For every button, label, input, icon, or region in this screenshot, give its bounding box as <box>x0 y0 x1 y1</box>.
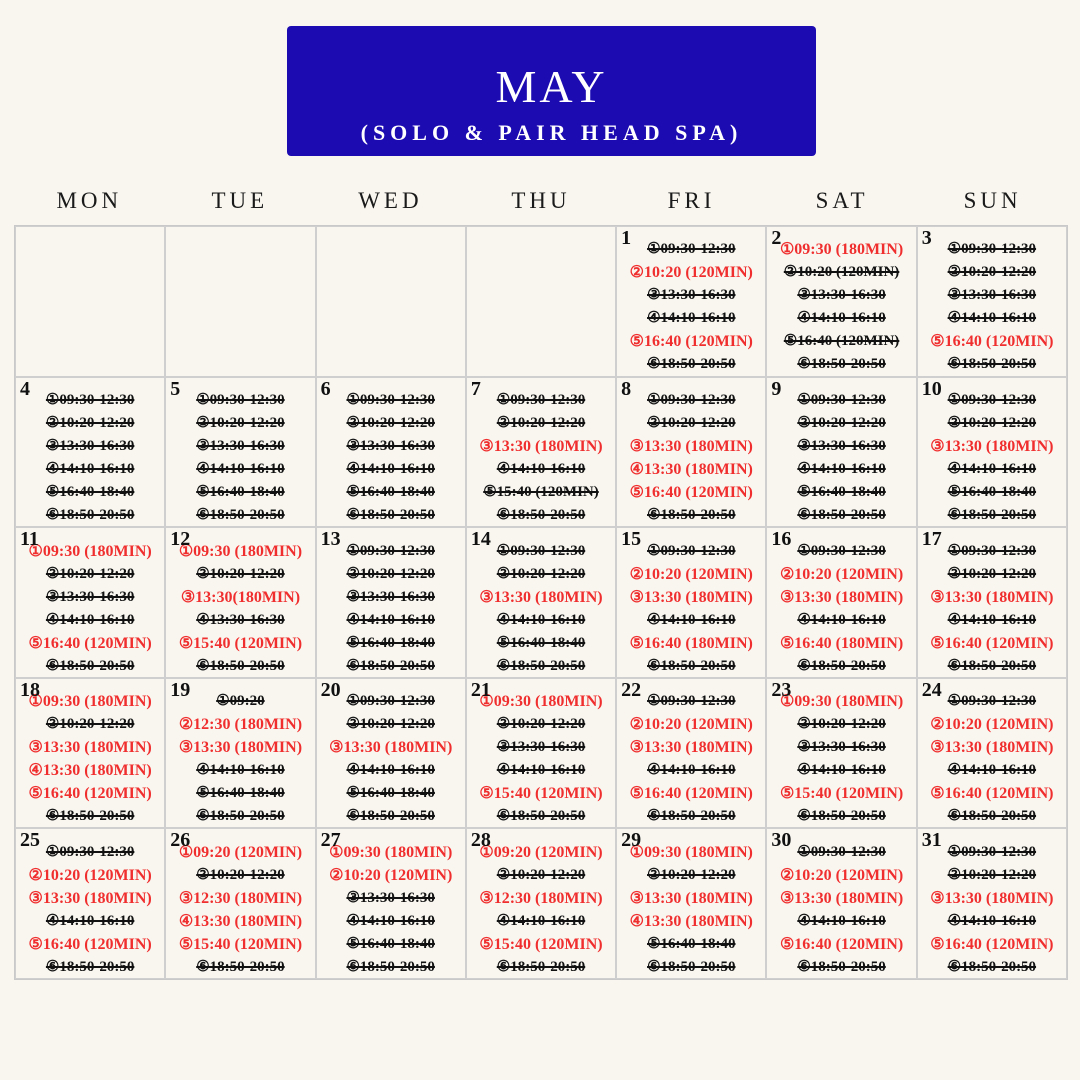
day-number: 17 <box>921 528 942 551</box>
booked-slot: ③13:30-16:30 <box>346 437 435 454</box>
day-cell <box>15 678 165 829</box>
booked-slot: ③13:30-16:30 <box>346 889 435 906</box>
booked-slot: ⑥18:50-20:50 <box>346 958 435 975</box>
available-slot: ③13:30 (180MIN) <box>930 588 1054 606</box>
booked-slot: ④14:10-16:10 <box>45 611 135 628</box>
slot-list <box>617 540 765 677</box>
available-slot: ⑤15:40 (120MIN) <box>479 785 603 803</box>
booked-slot: ④13:30-16:30 <box>196 611 285 628</box>
slot-list <box>16 691 164 828</box>
booked-slot: ①09:30-12:30 <box>797 542 886 559</box>
booked-slot: ⑥18:50-20:50 <box>346 808 435 825</box>
day-number: 14 <box>470 528 491 551</box>
available-slot: ①09:30 (180MIN) <box>28 542 152 560</box>
day-cell <box>766 527 916 678</box>
booked-slot: ①09:30-12:30 <box>647 391 736 408</box>
booked-slot: ①09:30-12:30 <box>947 391 1037 408</box>
available-slot: ①09:30 (180MIN) <box>779 241 904 259</box>
day-cell <box>165 377 315 528</box>
day-number: 15 <box>621 528 642 551</box>
booked-slot: ②10:20-12:20 <box>797 716 886 733</box>
booked-slot: ⑥18:50-20:50 <box>196 958 285 975</box>
weekday-tue: TUE <box>211 188 269 213</box>
booked-slot: ②10:20-12:20 <box>947 414 1037 431</box>
day-number: 12 <box>170 528 191 551</box>
booked-slot: ②10:20-12:20 <box>45 414 135 431</box>
available-slot: ③13:30 (180MIN) <box>629 739 753 757</box>
booked-slot: ⑥18:50-20:50 <box>647 356 736 373</box>
available-slot: ①09:20 (120MIN) <box>479 843 603 861</box>
day-number: 25 <box>20 829 40 852</box>
day-cell <box>466 377 616 528</box>
booked-slot: ⑤16:40-18:40 <box>496 634 586 651</box>
booked-slot: ⑤16:40-18:40 <box>45 483 135 500</box>
booked-slot: ⑥18:50-20:50 <box>797 657 886 674</box>
available-slot: ②10:20 (120MIN) <box>930 716 1054 734</box>
available-slot: ⑤16:40 (120MIN) <box>930 935 1054 953</box>
slot-list <box>767 540 915 677</box>
booked-slot: ④14:10-16:10 <box>797 611 886 628</box>
available-slot: ⑤16:40 (120MIN) <box>629 333 753 351</box>
day-cell <box>917 678 1067 829</box>
slot-list <box>317 540 465 677</box>
available-slot: ③13:30 (180MIN) <box>930 889 1054 907</box>
schedule-subtitle: (SOLO & PAIR HEAD SPA) <box>360 120 743 145</box>
booked-slot: ④14:10-16:10 <box>196 762 285 779</box>
slot-list <box>467 691 615 828</box>
booked-slot: ③13:30-16:30 <box>797 739 886 756</box>
booked-slot: ④14:10-16:10 <box>496 460 586 477</box>
available-slot: ②10:20 (120MIN) <box>28 866 152 884</box>
booked-slot: ⑤16:40-18:40 <box>797 483 886 500</box>
slot-list <box>16 390 164 527</box>
booked-slot: ①09:30-12:30 <box>797 843 886 860</box>
booked-slot: ①09:30-12:30 <box>947 693 1037 710</box>
available-slot: ⑤16:40 (120MIN) <box>930 785 1054 803</box>
slot-list <box>767 390 915 527</box>
day-number: 23 <box>771 678 792 701</box>
booked-slot: ①09:30-12:30 <box>346 542 435 559</box>
available-slot: ②10:20 (120MIN) <box>779 565 904 583</box>
day-number: 18 <box>20 678 40 701</box>
booked-slot: ③13:30-16:30 <box>45 437 135 454</box>
booked-slot: ④14:10-16:10 <box>947 460 1037 477</box>
day-cell <box>616 678 766 829</box>
booked-slot: ②10:20-12:20 <box>496 565 586 582</box>
available-slot: ①09:30 (180MIN) <box>178 542 303 560</box>
day-number: 8 <box>621 377 632 400</box>
day-number: 30 <box>771 829 792 852</box>
booked-slot: ③13:30-16:30 <box>947 287 1037 304</box>
booked-slot: ②10:20-12:20 <box>196 565 285 582</box>
day-number: 5 <box>170 377 181 400</box>
available-slot: ①09:30 (180MIN) <box>329 843 453 861</box>
day-cell <box>616 377 766 528</box>
day-cell <box>917 828 1067 979</box>
booked-slot: ①09:30-12:30 <box>346 391 435 408</box>
booked-slot: ⑥18:50-20:50 <box>797 958 886 975</box>
booked-slot: ⑥18:50-20:50 <box>45 958 135 975</box>
day-number: 3 <box>921 227 932 249</box>
day-number: 26 <box>170 829 191 852</box>
booked-slot: ⑥18:50-20:50 <box>496 808 586 825</box>
day-number: 4 <box>20 377 30 400</box>
booked-slot: ⑥18:50-20:50 <box>947 356 1037 373</box>
available-slot: ③13:30(180MIN) <box>180 588 301 606</box>
booked-slot: ⑤16:40 (120MIN) <box>783 333 900 350</box>
available-slot: ④13:30 (180MIN) <box>629 460 753 478</box>
available-slot: ①09:30 (180MIN) <box>479 693 603 711</box>
day-number: 20 <box>320 678 341 701</box>
day-number: 9 <box>771 377 782 400</box>
booked-slot: ④14:10-16:10 <box>45 912 135 929</box>
available-slot: ①09:30 (180MIN) <box>779 693 904 711</box>
booked-slot: ⑥18:50-20:50 <box>647 958 736 975</box>
available-slot: ③13:30 (180MIN) <box>479 437 603 455</box>
booked-slot: ②10:20-12:20 <box>947 565 1037 582</box>
booked-slot: ③13:30-16:30 <box>45 588 135 605</box>
day-number: 1 <box>621 227 632 249</box>
booked-slot: ①09:30-12:30 <box>647 693 736 710</box>
booked-slot: ⑥18:50-20:50 <box>947 657 1037 674</box>
slot-list <box>467 390 615 527</box>
empty-day-cell <box>316 226 466 377</box>
booked-slot: ②10:20-12:20 <box>346 565 435 582</box>
slot-list <box>317 390 465 527</box>
day-number: 7 <box>470 377 481 400</box>
day-number: 21 <box>470 678 491 701</box>
day-number: 6 <box>320 377 331 400</box>
booked-slot: ②10:20-12:20 <box>496 866 586 883</box>
weekday-sun: SUN <box>963 188 1022 213</box>
slot-list <box>467 540 615 677</box>
booked-slot: ④14:10-16:10 <box>797 310 886 327</box>
available-slot: ⑤16:40 (120MIN) <box>28 935 152 953</box>
booked-slot: ⑥18:50-20:50 <box>797 808 886 825</box>
available-slot: ③13:30 (180MIN) <box>479 588 603 606</box>
available-slot: ②10:20 (120MIN) <box>629 716 753 734</box>
booked-slot: ④14:10-16:10 <box>797 460 886 477</box>
booked-slot: ⑤16:40-18:40 <box>346 634 435 651</box>
booked-slot: ⑥18:50-20:50 <box>797 356 886 373</box>
day-cell <box>616 226 766 377</box>
day-cell <box>766 226 916 377</box>
available-slot: ⑤16:40 (120MIN) <box>28 785 152 803</box>
slot-list <box>317 841 465 978</box>
slot-list <box>918 390 1066 527</box>
booked-slot: ④14:10-16:10 <box>196 460 285 477</box>
slot-list <box>617 390 765 527</box>
booked-slot: ④14:10-16:10 <box>346 762 435 779</box>
available-slot: ①09:30 (180MIN) <box>629 843 753 861</box>
booked-slot: ③13:30-16:30 <box>196 437 285 454</box>
available-slot: ③13:30 (180MIN) <box>629 588 753 606</box>
slot-list <box>918 691 1066 828</box>
booked-slot: ②10:20-12:20 <box>196 414 285 431</box>
day-cell <box>466 678 616 829</box>
available-slot: ③13:30 (180MIN) <box>28 739 152 757</box>
day-cell <box>917 377 1067 528</box>
slot-list <box>317 691 465 828</box>
booked-slot: ⑥18:50-20:50 <box>947 808 1037 825</box>
available-slot: ⑤15:40 (120MIN) <box>479 935 603 953</box>
available-slot: ②10:20 (120MIN) <box>329 866 453 884</box>
available-slot: ⑤16:40 (120MIN) <box>629 785 753 803</box>
booked-slot: ④14:10-16:10 <box>647 310 736 327</box>
booked-slot: ②10:20-12:20 <box>647 414 736 431</box>
slot-list <box>166 390 314 527</box>
slot-list <box>767 239 915 376</box>
day-number: 24 <box>921 678 942 701</box>
booked-slot: ②10:20-12:20 <box>496 716 586 733</box>
booked-slot: ⑤16:40-18:40 <box>196 483 285 500</box>
booked-slot: ④14:10-16:10 <box>346 912 435 929</box>
booked-slot: ①09:30-12:30 <box>947 843 1037 860</box>
booked-slot: ⑥18:50-20:50 <box>496 657 586 674</box>
day-cell <box>917 226 1067 377</box>
day-number: 29 <box>621 829 642 852</box>
weekday-mon: MON <box>56 188 123 213</box>
available-slot: ⑤16:40 (180MIN) <box>779 634 904 652</box>
booked-slot: ④14:10-16:10 <box>947 611 1037 628</box>
weekday-header <box>14 188 1068 218</box>
slot-list <box>918 239 1066 376</box>
available-slot: ③13:30 (180MIN) <box>329 739 453 757</box>
day-number: 10 <box>921 377 942 400</box>
slot-list <box>166 841 314 978</box>
day-number: 31 <box>921 829 942 852</box>
available-slot: ⑤16:40 (120MIN) <box>930 333 1054 351</box>
slot-list <box>467 841 615 978</box>
booked-slot: ⑤16:40-18:40 <box>346 785 435 802</box>
day-cell <box>165 527 315 678</box>
booked-slot: ⑥18:50-20:50 <box>947 506 1037 523</box>
day-number: 16 <box>771 528 792 551</box>
slot-list <box>16 841 164 978</box>
booked-slot: ⑥18:50-20:50 <box>647 808 736 825</box>
booked-slot: ③13:30-16:30 <box>797 287 886 304</box>
month-title: MAY <box>495 61 608 112</box>
booked-slot: ⑥18:50-20:50 <box>797 506 886 523</box>
slot-list <box>617 841 765 978</box>
booked-slot: ②10:20-12:20 <box>346 716 435 733</box>
booked-slot: ⑥18:50-20:50 <box>496 958 586 975</box>
booked-slot: ④14:10-16:10 <box>496 912 586 929</box>
booked-slot: ⑤16:40-18:40 <box>947 483 1037 500</box>
slot-list <box>767 841 915 978</box>
available-slot: ②10:20 (120MIN) <box>629 565 753 583</box>
booked-slot: ⑥18:50-20:50 <box>45 657 135 674</box>
available-slot: ③12:30 (180MIN) <box>178 889 303 907</box>
booked-slot: ④14:10-16:10 <box>45 460 135 477</box>
empty-day-cell <box>15 226 165 377</box>
weekday-wed: WED <box>358 188 423 213</box>
available-slot: ③13:30 (180MIN) <box>28 889 152 907</box>
available-slot: ⑤16:40 (120MIN) <box>930 634 1054 652</box>
slot-list <box>16 540 164 677</box>
booked-slot: ③13:30-16:30 <box>496 739 586 756</box>
day-number: 19 <box>170 678 191 701</box>
available-slot: ⑤15:40 (120MIN) <box>178 935 303 953</box>
available-slot: ③13:30 (180MIN) <box>779 889 904 907</box>
day-cell <box>917 527 1067 678</box>
weekday-thu: THU <box>511 188 571 213</box>
booked-slot: ①09:30-12:30 <box>346 693 435 710</box>
booked-slot: ⑥18:50-20:50 <box>196 506 285 523</box>
booked-slot: ①09:30-12:30 <box>496 542 586 559</box>
day-cell <box>316 527 466 678</box>
booked-slot: ④14:10-16:10 <box>947 310 1037 327</box>
booked-slot: ②10:20-12:20 <box>647 866 736 883</box>
booked-slot: ③13:30-16:30 <box>346 588 435 605</box>
booked-slot: ⑥18:50-20:50 <box>496 506 586 523</box>
booked-slot: ⑤15:40 (120MIN) <box>483 483 599 500</box>
booked-slot: ②10:20-12:20 <box>45 565 135 582</box>
booked-slot: ④14:10-16:10 <box>797 912 886 929</box>
available-slot: ①09:20 (120MIN) <box>178 843 303 861</box>
booked-slot: ⑥18:50-20:50 <box>947 958 1037 975</box>
slot-list <box>918 841 1066 978</box>
booked-slot: ⑤16:40-18:40 <box>346 935 435 952</box>
booked-slot: ⑥18:50-20:50 <box>45 808 135 825</box>
day-cell <box>15 828 165 979</box>
empty-day-cell <box>466 226 616 377</box>
day-cell <box>466 828 616 979</box>
booked-slot: ①09:30-12:30 <box>947 542 1037 559</box>
slot-list <box>767 691 915 828</box>
booked-slot: ④14:10-16:10 <box>647 762 736 779</box>
booked-slot: ⑥18:50-20:50 <box>346 657 435 674</box>
day-cell <box>165 828 315 979</box>
booked-slot: ⑤16:40-18:40 <box>346 483 435 500</box>
available-slot: ④13:30 (180MIN) <box>178 912 303 930</box>
booked-slot: ②10:20-12:20 <box>45 716 135 733</box>
available-slot: ⑤16:40 (120MIN) <box>629 483 753 501</box>
title-banner <box>287 26 816 156</box>
available-slot: ③13:30 (180MIN) <box>930 739 1054 757</box>
booked-slot: ①09:30-12:30 <box>647 542 736 559</box>
available-slot: ③12:30 (180MIN) <box>479 889 603 907</box>
booked-slot: ④14:10-16:10 <box>947 912 1037 929</box>
day-cell <box>15 377 165 528</box>
booked-slot: ⑥18:50-20:50 <box>196 808 285 825</box>
weekday-sat: SAT <box>815 188 869 213</box>
available-slot: ⑤16:40 (120MIN) <box>779 935 904 953</box>
available-slot: ②10:20 (120MIN) <box>629 264 753 282</box>
available-slot: ②12:30 (180MIN) <box>178 716 303 734</box>
booked-slot: ②10:20-12:20 <box>196 866 285 883</box>
booked-slot: ⑤16:40-18:40 <box>196 785 285 802</box>
booked-slot: ④14:10-16:10 <box>496 611 586 628</box>
day-number: 11 <box>20 528 39 551</box>
calendar-grid <box>14 225 1068 980</box>
slot-list <box>617 691 765 828</box>
booked-slot: ①09:30-12:30 <box>947 241 1037 258</box>
booked-slot: ①09:30-12:30 <box>797 391 886 408</box>
booked-slot: ④14:10-16:10 <box>947 762 1037 779</box>
available-slot: ③13:30 (180MIN) <box>629 437 753 455</box>
day-number: 2 <box>771 227 782 249</box>
empty-day-cell <box>165 226 315 377</box>
day-cell <box>165 678 315 829</box>
booked-slot: ④14:10-16:10 <box>496 762 586 779</box>
slot-list <box>166 691 314 828</box>
day-cell <box>316 377 466 528</box>
booked-slot: ③13:30-16:30 <box>647 287 736 304</box>
booked-slot: ④14:10-16:10 <box>647 611 736 628</box>
booked-slot: ①09:30-12:30 <box>196 391 285 408</box>
booked-slot: ④14:10-16:10 <box>797 762 886 779</box>
day-number: 27 <box>320 829 341 852</box>
booked-slot: ④14:10-16:10 <box>346 460 435 477</box>
booked-slot: ②10:20-12:20 <box>496 414 586 431</box>
booked-slot: ③13:30-16:30 <box>797 437 886 454</box>
slot-list <box>617 239 765 376</box>
day-number: 22 <box>621 678 642 701</box>
booked-slot: ②10:20-12:20 <box>947 264 1037 281</box>
booked-slot: ⑥18:50-20:50 <box>346 506 435 523</box>
booked-slot: ⑤16:40-18:40 <box>647 935 736 952</box>
booked-slot: ②10:20-12:20 <box>346 414 435 431</box>
booked-slot: ①09:30-12:30 <box>647 241 736 258</box>
booked-slot: ②10:20-12:20 <box>947 866 1037 883</box>
day-cell <box>616 527 766 678</box>
slot-list <box>918 540 1066 677</box>
day-number: 13 <box>320 528 341 551</box>
available-slot: ③13:30 (180MIN) <box>629 889 753 907</box>
day-number: 28 <box>470 829 491 852</box>
weekday-fri: FRI <box>667 188 716 213</box>
available-slot: ①09:30 (180MIN) <box>28 693 152 711</box>
day-cell <box>316 678 466 829</box>
day-cell <box>616 828 766 979</box>
booked-slot: ①09:30-12:30 <box>45 843 135 860</box>
available-slot: ③13:30 (180MIN) <box>178 739 303 757</box>
booked-slot: ④14:10-16:10 <box>346 611 435 628</box>
available-slot: ④13:30 (180MIN) <box>629 912 753 930</box>
available-slot: ⑤16:40 (180MIN) <box>629 634 753 652</box>
day-cell <box>316 828 466 979</box>
booked-slot: ⑥18:50-20:50 <box>647 657 736 674</box>
day-cell <box>766 377 916 528</box>
available-slot: ④13:30 (180MIN) <box>28 762 152 780</box>
available-slot: ②10:20 (120MIN) <box>779 866 904 884</box>
booked-slot: ②10:20 (120MIN) <box>783 264 900 281</box>
booked-slot: ②10:20-12:20 <box>797 414 886 431</box>
booked-slot: ①09:30-12:30 <box>45 391 135 408</box>
day-cell <box>766 828 916 979</box>
slot-list <box>166 540 314 677</box>
booked-slot: ⑥18:50-20:50 <box>45 506 135 523</box>
available-slot: ⑤15:40 (120MIN) <box>178 634 303 652</box>
available-slot: ③13:30 (180MIN) <box>930 437 1054 455</box>
day-cell <box>15 527 165 678</box>
day-cell <box>766 678 916 829</box>
available-slot: ③13:30 (180MIN) <box>779 588 904 606</box>
available-slot: ⑤15:40 (120MIN) <box>779 785 904 803</box>
booked-slot: ⑥18:50-20:50 <box>647 506 736 523</box>
booked-slot: ⑥18:50-20:50 <box>196 657 285 674</box>
booked-slot: ①09:30-12:30 <box>496 391 586 408</box>
day-cell <box>466 527 616 678</box>
booked-slot: ①09:20 <box>216 693 265 710</box>
available-slot: ⑤16:40 (120MIN) <box>28 634 152 652</box>
